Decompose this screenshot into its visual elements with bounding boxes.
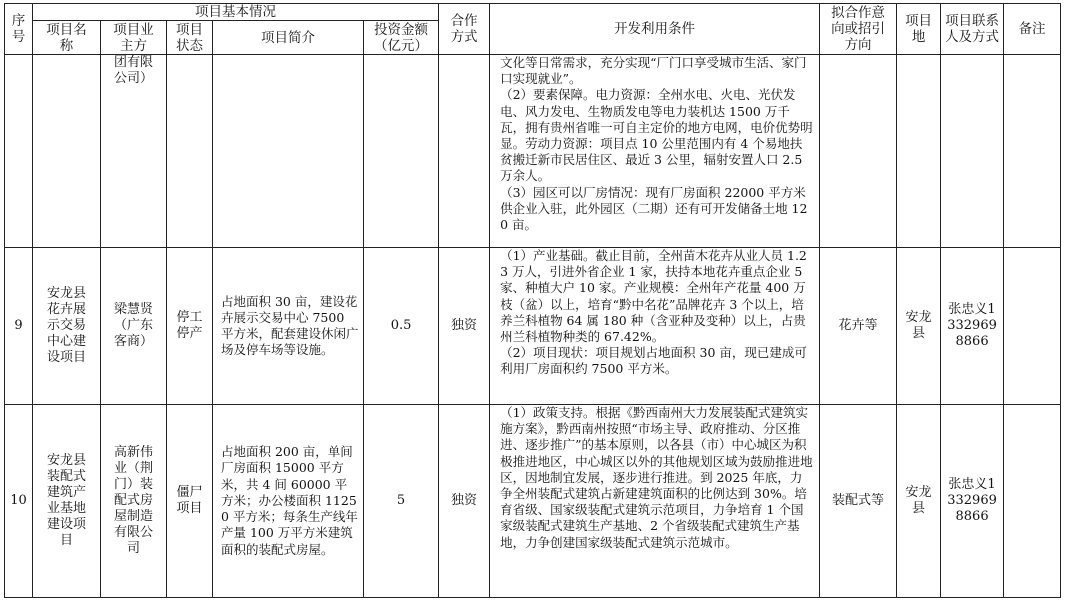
- header-owner: 项目业主方: [101, 21, 167, 55]
- cell-dev: [490, 55, 820, 248]
- header-remark: 备注: [1004, 4, 1061, 55]
- cell-seq: [5, 55, 33, 248]
- dev-paragraph: （2）要素保障。电力资源：全州水电、火电、光伏发电、风力发电、生物质发电等电力装机达 1500 万千瓦，拥有贵州省唯一可自主定价的地方电网，电价优势明显。劳动力资源：项目点 10 公里范围内有 4 个易地扶贫搬迁新市民居住区、最近 3 公里，辐射安置人口 2.5 万余人。: [500, 87, 813, 184]
- cell-location: 安龙县: [897, 248, 941, 405]
- cell-status: [167, 55, 213, 248]
- cell-seq: 10: [5, 405, 33, 598]
- header-status: 项目状态: [167, 21, 213, 55]
- cell-intro: 占地面积 30 亩，建设花卉展示交易中心 7500 平方米，配套建设休闲广场及停车场等设施。: [213, 248, 364, 405]
- cell-owner: 梁慧贤（广东客商）: [101, 248, 167, 405]
- table-row: [5, 405, 1061, 598]
- cell-intro: [213, 55, 364, 248]
- cell-location: [897, 55, 941, 248]
- dev-paragraph: （1）产业基础。截止目前，全州苗木花卉从业人员 1.23 万人，引进外省企业 1 家，扶持本地花卉重点企业 5 家、种植大户 10 家。产业规模：全州年产花量 400 万枝（盆）以上，培育“黔中名花”品牌花卉 3 个以上，培养兰科植物 64 属 180 种（含亚种及变种）以上，占贵州兰科植物种类的 67.42%。: [500, 248, 807, 345]
- project-table: [4, 3, 1061, 598]
- header-partner: 拟合作意向或招引方向: [820, 4, 897, 55]
- cell-invest: 5: [364, 405, 439, 598]
- cell-status: 僵尸项目: [167, 405, 213, 598]
- header-seq: 序号: [5, 4, 33, 55]
- cell-name: 安龙县花卉展示交易中心建设项目: [33, 248, 101, 405]
- cell-dev: [490, 405, 820, 598]
- cell-name: 安龙县装配式建筑产业基地建设项目: [33, 405, 101, 598]
- dev-paragraph: （1）政策支持。根据《黔西南州大力发展装配式建筑实施方案》，黔西南州按照“市场主导、政府推动、分区推进、逐步推广”的基本原则，以各县（市）中心城区为积极推进地区，中心城区以外的其他规划区域为鼓励推进地区，因地制宜发展，逐步进行推进。到 2025 年底，力争全州装配式建筑占新建建筑面积的比例达到 30%。培育省级、国家级装配式建筑示范项目，力争培育 1 个国家级装配式建筑生产基地、2 个省级装配式建筑生产基地，力争创建国家级装配式建筑示范城市。: [500, 405, 813, 550]
- cell-remark: [1004, 248, 1061, 405]
- cell-coop: 独资: [439, 405, 490, 598]
- dev-paragraph: （2）项目现状：项目规划占地面积 30 亩，现已建成可利用厂房面积约 7500 平方米。: [500, 345, 807, 377]
- header-location: 项目地: [897, 4, 941, 55]
- table-row: [5, 55, 1061, 248]
- cell-coop: 独资: [439, 248, 490, 405]
- header-contact: 项目联系人及方式: [941, 4, 1004, 55]
- header-basic-group: 项目基本情况: [33, 4, 439, 21]
- cell-partner: 装配式等: [820, 405, 897, 598]
- cell-seq: 9: [5, 248, 33, 405]
- cell-remark: [1004, 405, 1061, 598]
- cell-partner: [820, 55, 897, 248]
- header-invest: 投资金额（亿元）: [364, 21, 439, 55]
- cell-contact: 张忠义13329698866: [941, 405, 1004, 598]
- dev-paragraph: （3）园区可以厂房情况：现有厂房面积 22000 平方米供企业入驻，此外园区（二期）还有可开发储备土地 120 亩。: [500, 184, 808, 233]
- cell-name: [33, 55, 101, 248]
- cell-partner: 花卉等: [820, 248, 897, 405]
- cell-intro: 占地面积 200 亩，单间厂房面积 15000 平方米，共 4 间 60000 平方米；办公楼面积 11250 平方米；每条生产线年产量 100 万平方米建筑面积的装配式房屋。: [213, 405, 364, 598]
- header-intro: 项目简介: [213, 21, 364, 55]
- table-row: [5, 248, 1061, 405]
- cell-contact: [941, 55, 1004, 248]
- cell-status: 停工停产: [167, 248, 213, 405]
- cell-owner: 高新伟业（荆门）装配式房屋制造有限公司: [101, 405, 167, 598]
- cell-contact: 张忠义13329698866: [941, 248, 1004, 405]
- cell-invest: [364, 55, 439, 248]
- header-coop: 合作方式: [439, 4, 490, 55]
- cell-location: 安龙县: [897, 405, 941, 598]
- cell-remark: [1004, 55, 1061, 248]
- cell-coop: [439, 55, 490, 248]
- header-name: 项目名称: [33, 21, 101, 55]
- cell-owner: 团有限公司）: [101, 55, 167, 248]
- cell-dev: [490, 248, 820, 405]
- dev-paragraph: 文化等日常需求，充分实现“厂门口享受城市生活、家门口实现就业”。: [500, 55, 807, 87]
- cell-invest: 0.5: [364, 248, 439, 405]
- header-dev: 开发利用条件: [490, 4, 820, 55]
